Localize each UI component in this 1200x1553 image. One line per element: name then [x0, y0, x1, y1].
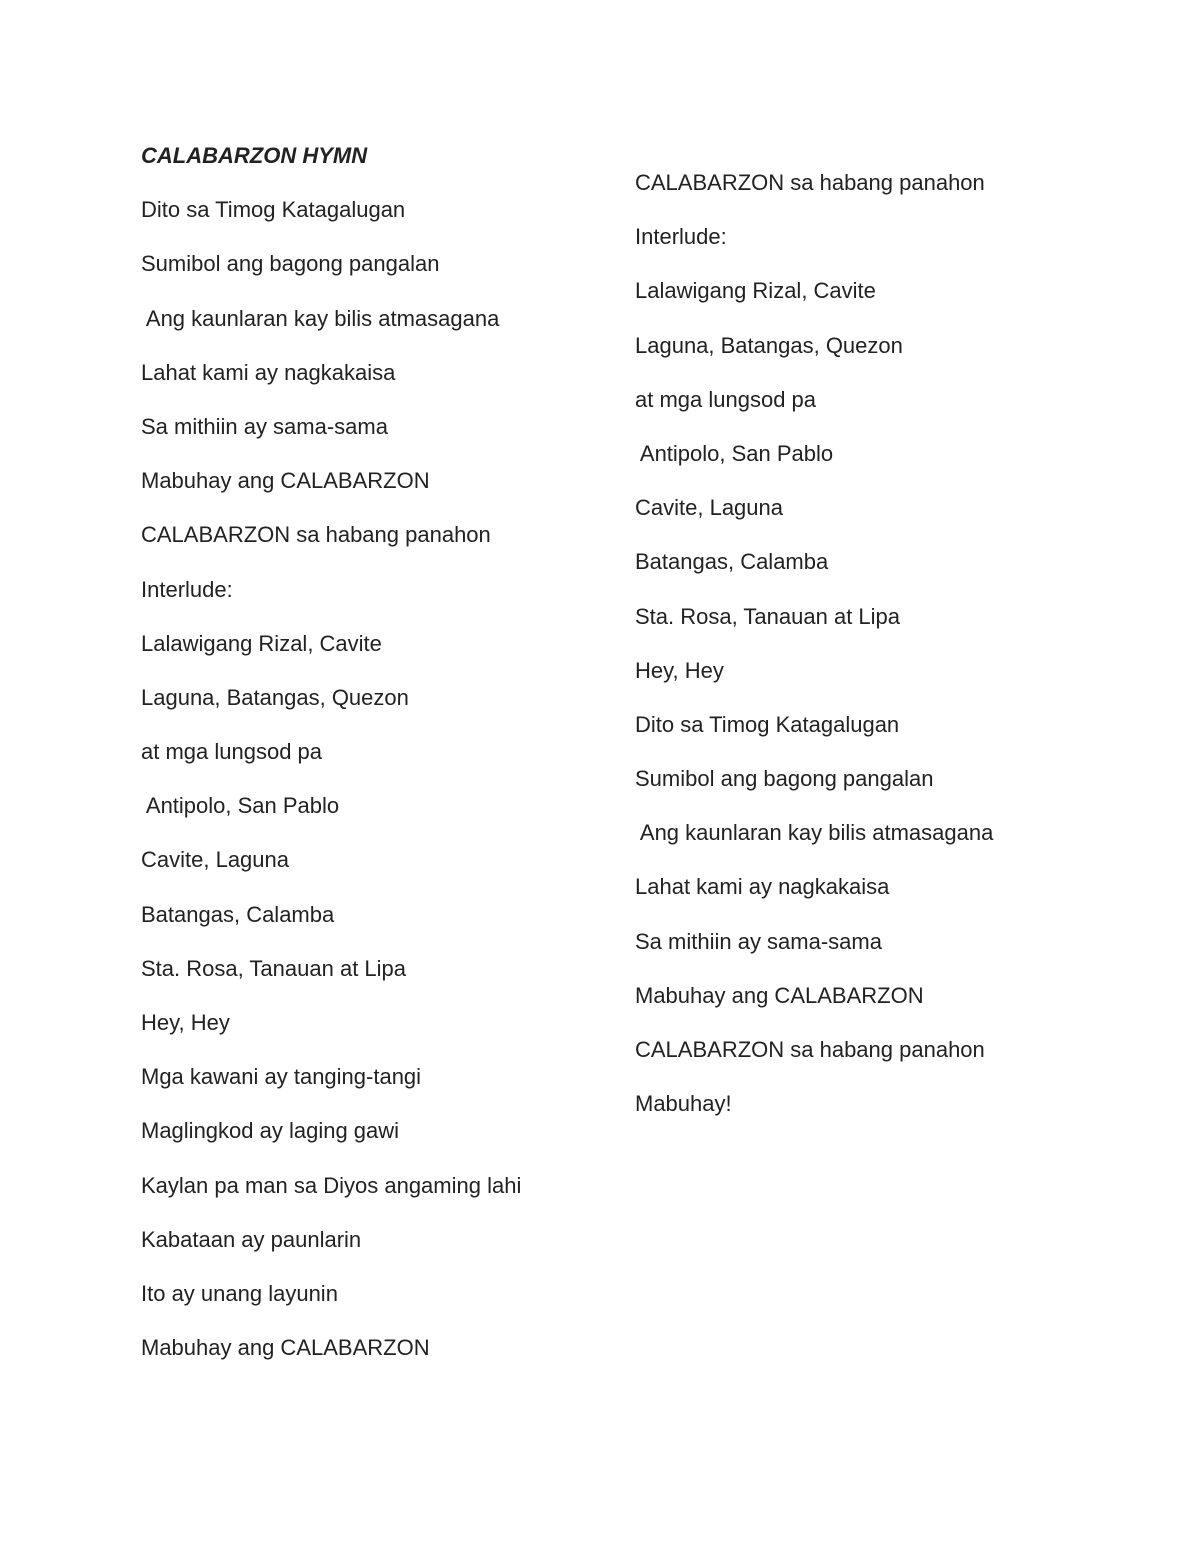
lyric-line: Interlude:: [635, 224, 727, 250]
lyric-line: Ang kaunlaran kay bilis atmasagana: [141, 305, 500, 331]
lyric-line: Sa mithiin ay sama-sama: [635, 928, 882, 954]
lyric-line: Sta. Rosa, Tanauan at Lipa: [141, 955, 407, 981]
lyric-line: Sa mithiin ay sama-sama: [141, 413, 388, 439]
lyric-line: Maglingkod ay laging gawi: [141, 1118, 400, 1144]
lyric-line: Laguna, Batangas, Quezon: [141, 684, 409, 710]
lyric-line: Batangas, Calamba: [141, 901, 335, 927]
lyric-line: at mga lungsod pa: [141, 739, 323, 765]
lyric-line: Ang kaunlaran kay bilis atmasagana: [635, 820, 994, 846]
lyric-line: Mabuhay!: [635, 1091, 732, 1117]
right-column: [635, 168, 993, 1143]
lyric-line: Lahat kami ay nagkakaisa: [635, 874, 890, 900]
lyric-line: Kabataan ay paunlarin: [141, 1226, 362, 1252]
lyric-line: CALABARZON sa habang panahon: [635, 1037, 985, 1062]
hymn-title: CALABARZON HYMN: [141, 143, 368, 168]
lyric-line: Antipolo, San Pablo: [635, 440, 834, 466]
lyric-line: Hey, Hey: [141, 1010, 230, 1035]
lyric-line: CALABARZON sa habang panahon: [141, 522, 491, 548]
lyric-line: Cavite, Laguna: [635, 495, 783, 521]
left-column: [141, 141, 521, 1387]
lyric-line: Dito sa Timog Katagalugan: [635, 711, 900, 737]
lyric-line: CALABARZON sa habang panahon: [635, 170, 985, 195]
lyric-line: Cavite, Laguna: [141, 847, 289, 873]
lyric-line: Mabuhay ang CALABARZON: [141, 1335, 430, 1361]
lyric-line: Ito ay unang layunin: [141, 1280, 338, 1306]
lyric-line: Sumibol ang bagong pangalan: [141, 251, 440, 277]
lyric-line: Dito sa Timog Katagalugan: [141, 197, 406, 223]
lyric-line: Lalawigang Rizal, Cavite: [635, 278, 876, 304]
lyric-line: Mabuhay ang CALABARZON: [635, 982, 924, 1008]
lyric-line: Sta. Rosa, Tanauan at Lipa: [635, 603, 901, 629]
lyric-line: at mga lungsod pa: [635, 386, 817, 412]
lyric-line: Lalawigang Rizal, Cavite: [141, 630, 382, 656]
lyric-line: Mga kawani ay tanging-tangi: [141, 1064, 422, 1090]
lyric-line: Interlude:: [141, 576, 233, 602]
lyric-line: Batangas, Calamba: [635, 549, 829, 575]
lyric-line: Kaylan pa man sa Diyos angaming lahi: [141, 1172, 522, 1198]
lyric-line: Lahat kami ay nagkakaisa: [141, 359, 396, 385]
lyric-line: Hey, Hey: [635, 657, 724, 683]
lyric-line: Laguna, Batangas, Quezon: [635, 332, 903, 358]
lyric-line: Sumibol ang bagong pangalan: [635, 766, 934, 792]
lyric-line: Mabuhay ang CALABARZON: [141, 468, 430, 494]
lyric-line: Antipolo, San Pablo: [141, 793, 340, 819]
